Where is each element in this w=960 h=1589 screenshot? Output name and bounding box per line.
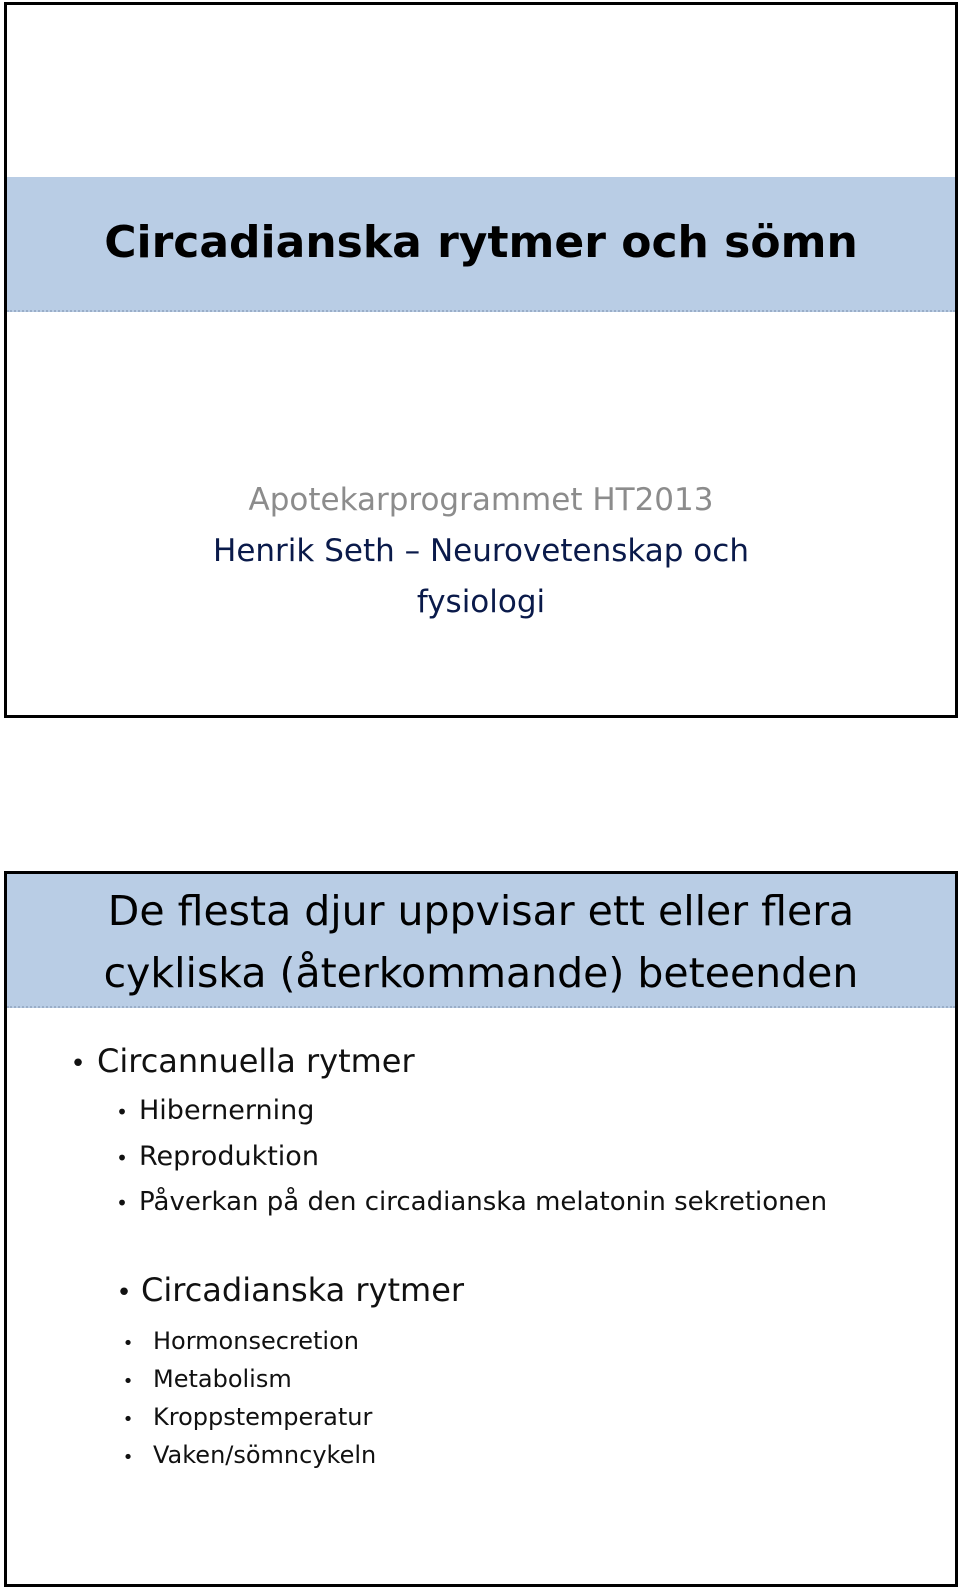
- bullet-icon: •: [122, 1371, 134, 1392]
- list-item-text: Reproduktion: [139, 1141, 319, 1172]
- list-item-sub: [105, 1141, 319, 1172]
- list-item-text: Circannuella rytmer: [97, 1042, 415, 1080]
- list-item-sub: [103, 1327, 359, 1355]
- course-name: Apotekarprogrammet HT2013: [248, 482, 714, 518]
- list-item-circannual: [59, 1042, 415, 1080]
- list-item-sub: [103, 1403, 372, 1431]
- list-item-sub: [105, 1095, 314, 1126]
- list-item-text: Hormonsecretion: [153, 1327, 359, 1355]
- author-line-1: Henrik Seth – Neurovetenskap och: [213, 533, 749, 569]
- bullet-icon: •: [122, 1409, 134, 1430]
- list-item-sub: [103, 1365, 292, 1393]
- list-item-text: Circadianska rytmer: [141, 1271, 465, 1309]
- bullet-icon: •: [116, 1100, 128, 1124]
- bullet-icon: •: [70, 1049, 86, 1079]
- slide-title: [4, 2, 958, 718]
- list-item-sub: [105, 1187, 827, 1217]
- list-item-text: Påverkan på den circadianska melatonin sekretionen: [139, 1187, 828, 1217]
- bullet-icon: •: [116, 1191, 128, 1215]
- bullet-icon: •: [122, 1447, 134, 1468]
- slide-subtitle: [7, 475, 955, 628]
- bullet-icon: •: [116, 1146, 128, 1170]
- slide-title-heading: Circadianska rytmer och sömn: [104, 217, 858, 268]
- list-item-text: Metabolism: [153, 1365, 292, 1393]
- bullet-icon: •: [116, 1278, 132, 1308]
- list-item-text: Kroppstemperatur: [153, 1403, 373, 1431]
- bullet-icon: •: [122, 1333, 134, 1354]
- author-line-2: fysiologi: [416, 584, 546, 620]
- slide-heading-line-1: De flesta djur uppvisar ett eller flera: [107, 887, 855, 935]
- list-item-text: Hibernerning: [139, 1095, 315, 1126]
- list-item-circadian: [107, 1271, 464, 1309]
- title-band: [7, 177, 955, 312]
- slide-cyclic-behaviours: [4, 871, 958, 1587]
- slide-heading: [17, 880, 945, 1004]
- title-band: [7, 874, 955, 1008]
- slide-heading-line-2: cykliska (återkommande) beteenden: [103, 949, 859, 997]
- list-item-sub: [103, 1441, 376, 1469]
- list-item-text: Vaken/sömncykeln: [153, 1441, 377, 1469]
